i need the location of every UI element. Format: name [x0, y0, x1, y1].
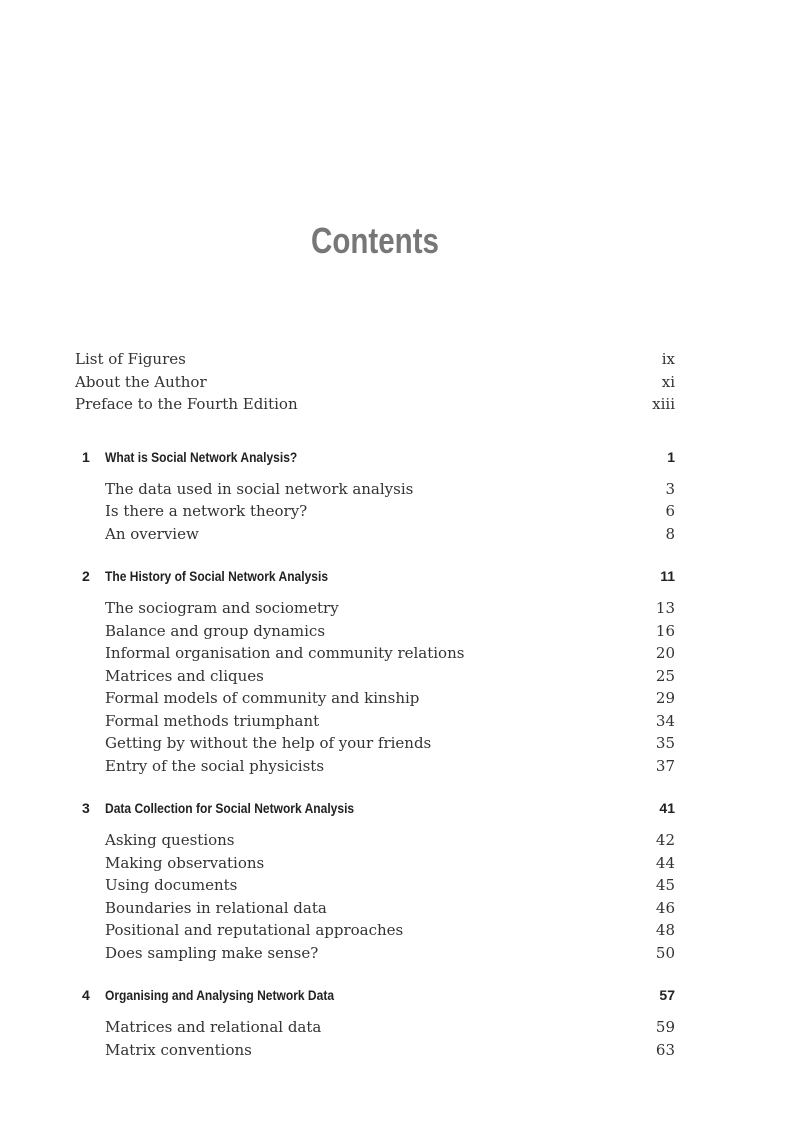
toc-entry[interactable] [75, 523, 675, 546]
toc-entry[interactable] [75, 755, 675, 778]
entry-label: Formal methods triumphant [105, 711, 320, 730]
section-list [75, 478, 675, 546]
toc-entry[interactable] [75, 710, 675, 733]
entry-page: xi [661, 372, 675, 391]
chapter-number: 2 [82, 568, 90, 584]
entry-page: 45 [655, 876, 675, 894]
toc-entry[interactable] [75, 1039, 675, 1062]
entry-label: Getting by without the help of your friends [105, 734, 432, 752]
toc-entry[interactable] [75, 852, 675, 875]
toc-entry[interactable] [75, 500, 675, 523]
entry-label: Does sampling make sense? [105, 943, 319, 962]
toc-entry[interactable] [75, 642, 675, 665]
table-of-contents [75, 348, 675, 1061]
entry-page: 13 [655, 599, 675, 617]
entry-label: Formal models of community and kinship [105, 689, 420, 707]
chapter-number: 4 [82, 987, 90, 1003]
chapter-heading[interactable] [75, 797, 675, 819]
chapter-heading[interactable] [75, 984, 675, 1006]
entry-page: 29 [655, 689, 675, 707]
entry-page: 6 [665, 502, 675, 520]
entry-page: 35 [655, 734, 675, 752]
chapter-2 [75, 565, 675, 777]
toc-entry[interactable] [75, 874, 675, 897]
front-matter-list [75, 348, 675, 416]
entry-label: Entry of the social physicists [105, 756, 325, 775]
entry-label: Is there a network theory? [105, 502, 308, 520]
entry-label: Matrix conventions [105, 1040, 252, 1059]
entry-page: 48 [655, 921, 675, 939]
chapter-page: 57 [659, 987, 675, 1003]
chapter-heading[interactable] [75, 446, 675, 468]
entry-label: Preface to the Fourth Edition [75, 395, 298, 413]
chapter-number: 1 [82, 448, 90, 465]
entry-label: Making observations [105, 853, 265, 872]
chapter-page: 41 [659, 800, 675, 816]
entry-page: 8 [665, 524, 675, 543]
entry-label: List of Figures [75, 350, 186, 368]
section-list [75, 597, 675, 777]
toc-entry[interactable] [75, 478, 675, 501]
section-list [75, 1016, 675, 1061]
entry-page: xiii [652, 395, 675, 413]
entry-page: 59 [655, 1018, 675, 1036]
entry-page: ix [661, 350, 675, 368]
entry-page: 42 [655, 831, 675, 849]
entry-page: 3 [665, 479, 675, 498]
toc-entry[interactable] [75, 897, 675, 920]
entry-page: 37 [655, 756, 675, 775]
toc-entry[interactable] [75, 620, 675, 643]
entry-page: 46 [655, 898, 675, 917]
chapter-title: The History of Social Network Analysis [105, 568, 329, 584]
entry-label: Matrices and relational data [105, 1018, 322, 1036]
entry-page: 34 [655, 711, 675, 730]
entry-page: 20 [655, 644, 675, 662]
chapter-title: What is Social Network Analysis? [105, 448, 298, 465]
chapter-title: Organising and Analysing Network Data [105, 987, 335, 1003]
toc-entry-preface[interactable] [75, 393, 675, 416]
chapter-3 [75, 797, 675, 964]
entry-label: Using documents [105, 876, 238, 894]
entry-label: Boundaries in relational data [105, 898, 327, 917]
entry-label: About the Author [75, 372, 207, 391]
entry-label: An overview [105, 524, 199, 543]
toc-entry-about-the-author[interactable] [75, 371, 675, 394]
entry-page: 25 [655, 666, 675, 685]
toc-entry-list-of-figures[interactable] [75, 348, 675, 371]
toc-entry[interactable] [75, 942, 675, 965]
section-list [75, 829, 675, 964]
entry-label: Matrices and cliques [105, 666, 264, 685]
entry-page: 16 [655, 621, 675, 640]
entry-page: 44 [655, 853, 675, 872]
entry-label: Informal organisation and community relations [105, 644, 465, 662]
entry-label: The sociogram and sociometry [105, 599, 339, 617]
chapter-1 [75, 446, 675, 546]
toc-entry[interactable] [75, 687, 675, 710]
chapter-title: Data Collection for Social Network Analysis [105, 800, 355, 816]
toc-entry[interactable] [75, 829, 675, 852]
chapter-page: 1 [667, 448, 675, 465]
toc-entry[interactable] [75, 597, 675, 620]
entry-label: Positional and reputational approaches [105, 921, 404, 939]
toc-entry[interactable] [75, 665, 675, 688]
chapter-4 [75, 984, 675, 1061]
page-title: Contents [311, 220, 439, 261]
entry-label: The data used in social network analysis [105, 479, 414, 498]
chapter-page: 11 [660, 568, 675, 584]
entry-label: Balance and group dynamics [105, 621, 326, 640]
toc-entry[interactable] [75, 1016, 675, 1039]
entry-label: Asking questions [105, 831, 235, 849]
chapter-number: 3 [82, 800, 90, 816]
chapter-heading[interactable] [75, 565, 675, 587]
toc-entry[interactable] [75, 732, 675, 755]
entry-page: 63 [655, 1040, 675, 1059]
entry-page: 50 [655, 943, 675, 962]
toc-entry[interactable] [75, 919, 675, 942]
